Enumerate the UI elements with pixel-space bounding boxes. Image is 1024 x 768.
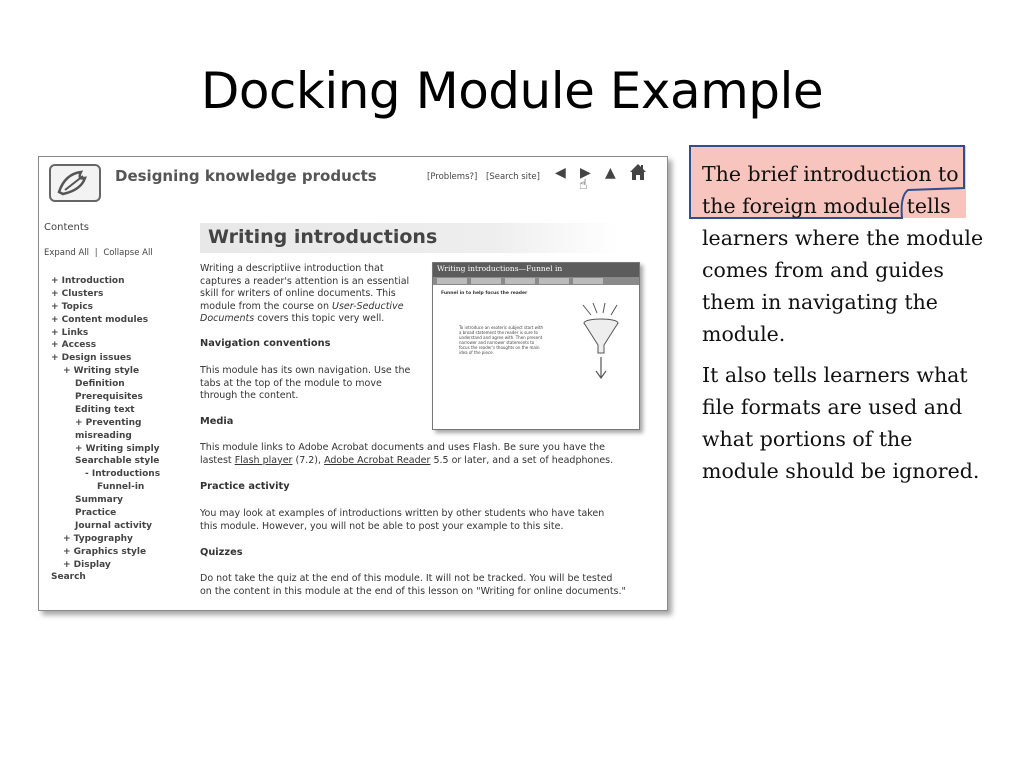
- intro-paragraph: [200, 263, 430, 326]
- sidebar-item-content-modules[interactable]: + Content modules: [51, 314, 149, 325]
- forward-arrow-icon[interactable]: ▶: [580, 165, 591, 181]
- sidebar-item-prerequisites[interactable]: Prerequisites: [75, 392, 143, 403]
- sidebar-item-definition[interactable]: Definition: [75, 379, 125, 390]
- media-paragraph: [200, 442, 665, 467]
- module-preview-body: To introduce an esoteric subject start with a broad statement the reader is sure to understand and agree with. Then present narrower and narrower statements to focus the reader's thoughts on the main idea of the piece.: [459, 325, 544, 355]
- quizzes-line: Do not take the quiz at the end of this module. It will not be tracked. You will be tested: [200, 573, 613, 584]
- sidebar: [39, 217, 197, 607]
- nav-conventions-heading: Navigation conventions: [200, 338, 331, 349]
- module-preview-tabs: [433, 277, 639, 285]
- practice-line: You may look at examples of introductions written by other students who have taken: [200, 508, 605, 519]
- intro-line: Writing a descriptiive introduction that: [200, 263, 384, 274]
- intro-line: module from the course on: [200, 300, 332, 312]
- sidebar-item-search[interactable]: Search: [51, 572, 86, 583]
- media-line-part: lastest: [200, 454, 235, 466]
- expand-all-link[interactable]: Expand All: [44, 248, 90, 258]
- acrobat-reader-link[interactable]: Adobe Acrobat Reader: [324, 454, 431, 466]
- sidebar-item-misreading[interactable]: misreading: [75, 430, 132, 441]
- up-arrow-icon[interactable]: ▲: [605, 165, 616, 181]
- search-site-link[interactable]: [Search site]: [486, 172, 540, 182]
- callout-line1: The brief introduction to: [702, 162, 959, 186]
- sidebar-item-writing-style[interactable]: + Writing style: [63, 366, 140, 377]
- course-title-part: User-Seductive: [332, 300, 404, 312]
- page-heading: [200, 223, 618, 253]
- intro-line: captures a reader's attention is an essential: [200, 275, 410, 287]
- page-heading-text: Writing introductions: [208, 226, 438, 248]
- sidebar-item-links[interactable]: + Links: [51, 327, 89, 338]
- module-screenshot: [38, 156, 668, 611]
- sidebar-contents-label: Contents: [44, 222, 89, 233]
- expand-collapse-controls: [44, 248, 153, 258]
- sidebar-item-editing-text[interactable]: Editing text: [75, 404, 135, 415]
- sidebar-item-access[interactable]: + Access: [51, 340, 97, 351]
- sidebar-item-display[interactable]: + Display: [63, 559, 111, 570]
- callout-line2-rest: tells: [900, 194, 951, 218]
- nav-line: through the content.: [200, 390, 299, 401]
- sidebar-item-introduction[interactable]: + Introduction: [51, 276, 125, 286]
- sidebar-item-design-issues[interactable]: + Design issues: [51, 353, 132, 364]
- media-heading: Media: [200, 416, 234, 427]
- quizzes-line: on the content in this module at the end of this lesson on "Writing for online documents.": [200, 585, 626, 597]
- sidebar-item-graphics-style[interactable]: + Graphics style: [63, 546, 147, 557]
- funnel-icon: [581, 301, 627, 387]
- sidebar-item-funnel-in[interactable]: Funnel-in: [97, 482, 145, 493]
- logo-icon[interactable]: [49, 164, 101, 202]
- media-line-part: (7.2),: [292, 454, 325, 466]
- media-line: This module links to Adobe Acrobat documents and uses Flash. Be sure you have the: [200, 442, 605, 453]
- pointer-hand-icon: ☝: [579, 177, 588, 193]
- intro-line-end: covers this topic very well.: [254, 313, 385, 324]
- sidebar-item-typography[interactable]: + Typography: [63, 533, 133, 544]
- media-line-part: 5.5 or later, and a set of headphones.: [430, 454, 614, 466]
- module-tab[interactable]: [437, 278, 467, 284]
- module-tab[interactable]: [505, 278, 535, 284]
- sidebar-item-searchable-style[interactable]: Searchable style: [75, 456, 160, 467]
- separator: |: [94, 248, 98, 258]
- quizzes-paragraph: [200, 573, 668, 598]
- module-preview[interactable]: [432, 262, 640, 430]
- module-preview-title: Writing introductions—Funnel in: [437, 264, 563, 273]
- sidebar-item-preventing[interactable]: + Preventing: [75, 417, 142, 428]
- sidebar-item-writing-simply[interactable]: + Writing simply: [75, 443, 160, 454]
- sidebar-item-journal-activity[interactable]: Journal activity: [75, 520, 152, 531]
- nav-line: tabs at the top of the module to move: [200, 377, 382, 389]
- sidebar-item-summary[interactable]: Summary: [75, 495, 124, 506]
- callout-text: [702, 158, 1002, 496]
- module-preview-subtitle: Funnel in to help focus the reader: [441, 291, 528, 296]
- flash-player-link[interactable]: Flash player: [234, 454, 293, 466]
- quizzes-heading: Quizzes: [200, 547, 243, 558]
- module-tab[interactable]: [573, 278, 603, 284]
- intro-line: skill for writers of online documents. This: [200, 288, 396, 299]
- practice-paragraph: [200, 508, 665, 533]
- back-arrow-icon[interactable]: ◀: [555, 165, 566, 181]
- sidebar-item-clusters[interactable]: + Clusters: [51, 288, 104, 299]
- sidebar-item-topics[interactable]: + Topics: [51, 301, 94, 312]
- site-title: Designing knowledge products: [115, 167, 377, 185]
- sidebar-nav: [39, 275, 197, 584]
- problems-link[interactable]: [Problems?]: [427, 172, 478, 182]
- sidebar-item-practice[interactable]: Practice: [75, 508, 117, 519]
- practice-heading: Practice activity: [200, 481, 290, 492]
- module-preview-titlebar: [433, 263, 639, 277]
- practice-line: this module. However, you will not be able to post your example to this site.: [200, 520, 564, 532]
- site-header: [39, 157, 668, 209]
- course-title-part: Documents: [200, 313, 255, 324]
- module-tab[interactable]: [539, 278, 569, 284]
- callout-para1-rest: learners where the module comes from and guides them in navigating the module.: [702, 226, 984, 346]
- home-icon[interactable]: [629, 163, 647, 185]
- module-tab[interactable]: [471, 278, 501, 284]
- callout-highlight-phrase: the foreign module: [702, 194, 901, 218]
- collapse-all-link[interactable]: Collapse All: [103, 248, 153, 258]
- callout-para2: It also tells learners what file formats are used and what portions of the module should be ignored.: [702, 363, 980, 483]
- nav-line: This module has its own navigation. Use the: [200, 365, 411, 376]
- slide-title: Docking Module Example: [200, 62, 824, 120]
- main-content: [197, 217, 668, 611]
- sidebar-item-introductions[interactable]: - Introductions: [85, 469, 161, 480]
- nav-paragraph: [200, 365, 430, 403]
